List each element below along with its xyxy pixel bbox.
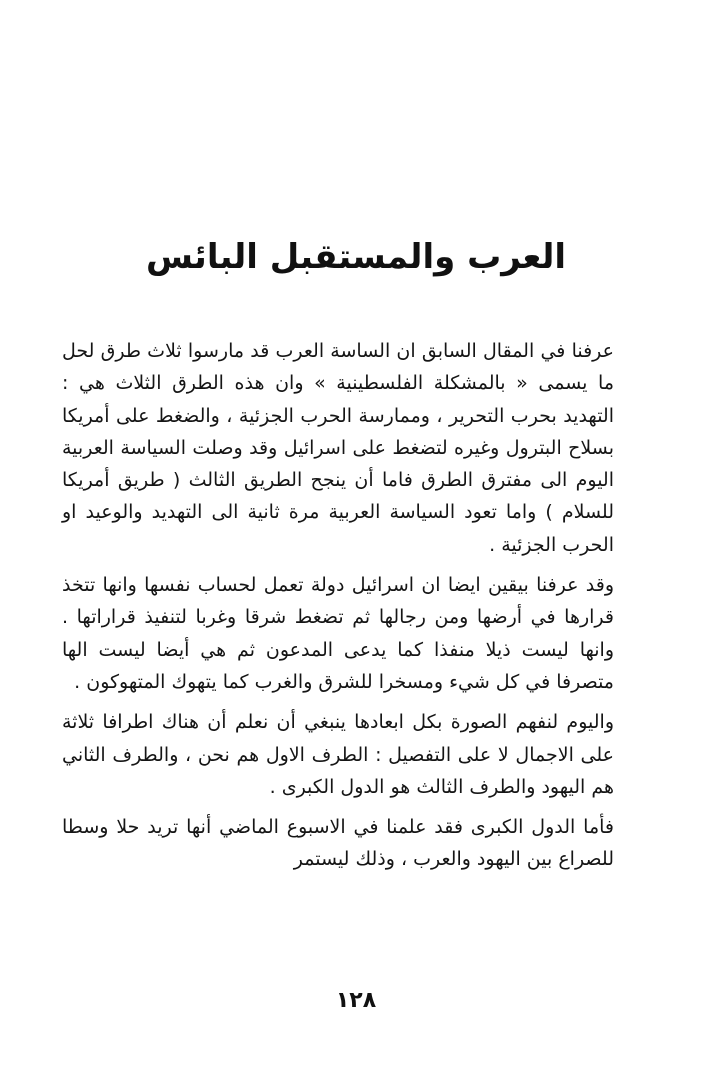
paragraph: فأما الدول الكبرى فقد علمنا في الاسبوع الماضي أنها تريد حلا وسطا للصراع بين اليهود والعرب ، وذلك ليستمر: [62, 816, 614, 871]
paragraph: واليوم لنفهم الصورة بكل ابعادها ينبغي أن نعلم أن هناك اطرافا ثلاثة على الاجمال لا على التفصيل : الطرف الاول هم نحن ، والطرف الثاني هم اليهود والطرف الثالث هو الدول الكبرى .: [62, 711, 614, 798]
paragraph: وقد عرفنا بيقين ايضا ان اسرائيل دولة تعمل لحساب نفسها وانها تتخذ قرارها في أرضها ومن رجالها ثم تضغط شرقا وغربا لتنفيذ قراراتها . وانها ليست ذيلا منفذا كما يدعى المدعون ثم هي أيضا ليست الها متصرفا في كل شيء ومسخرا للشرق والغرب كما يتهوك المتهوكون .: [62, 574, 614, 693]
chapter-title: العرب والمستقبل البائس: [145, 237, 567, 277]
paragraph: عرفنا في المقال السابق ان الساسة العرب قد مارسوا ثلاث طرق لحل ما يسمى « بالمشكلة الفلسطينية » وان هذه الطرق الثلاث هي : التهديد بحرب التحرير ، وممارسة الحرب الجزئية ، والضغط على أمريكا بسلاح البترول وغيره لتضغط على اسرائيل وقد وصلت السياسة العربية اليوم الى مفترق الطرق فاما أن ينجح الطريق الثالث ( طريق أمريكا للسلام ) واما تعود السياسة العربية مرة ثانية الى التهديد والوعيد او الحرب الجزئية .: [62, 340, 614, 556]
body-text: [62, 335, 614, 884]
page-number: ١٢٨: [335, 988, 377, 1013]
